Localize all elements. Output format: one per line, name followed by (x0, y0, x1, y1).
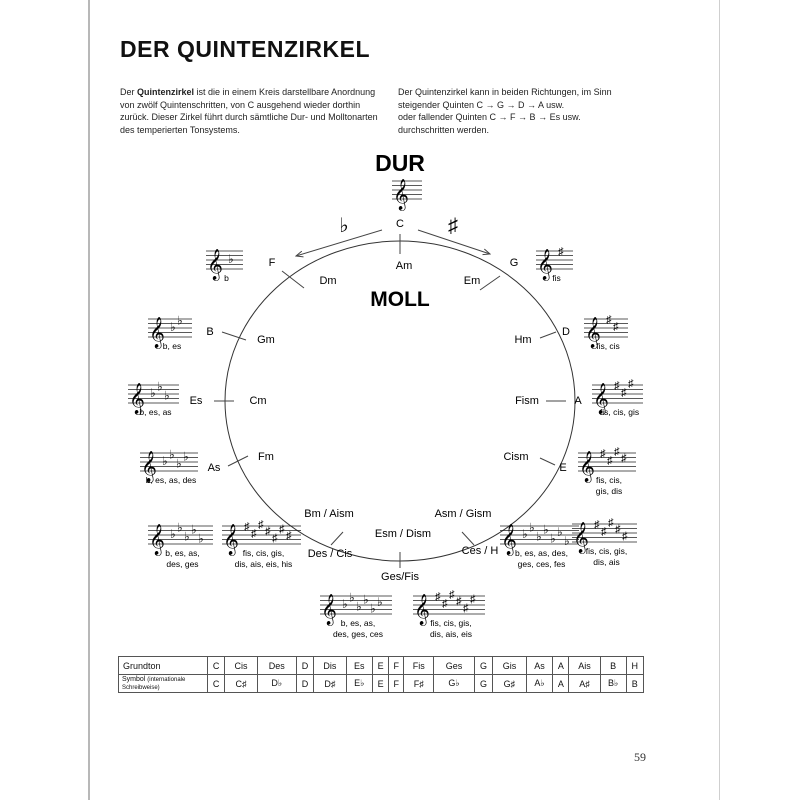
grundton-cell: Cis (225, 657, 257, 675)
sharp-accidental-icon: ♯ (279, 523, 285, 536)
key-signature-caption: b (224, 273, 229, 283)
treble-clef-icon: 𝄞 (573, 522, 589, 552)
flat-accidental-icon: ♭ (169, 447, 175, 462)
flat-accidental-icon: ♭ (157, 379, 163, 394)
major-key-label: E (559, 462, 567, 474)
minor-key-label: Fm (258, 451, 274, 463)
sharp-accidental-icon: ♯ (594, 519, 600, 531)
grundton-cell: Ais (569, 657, 600, 675)
key-tick-10 (222, 332, 246, 340)
key-signature-caption: fis, cis, gis, (430, 618, 472, 628)
flat-accidental-icon: ♭ (550, 531, 556, 546)
flat-accidental-icon: ♭ (164, 388, 170, 403)
key-signature-caption: b, es (162, 341, 182, 351)
key-signature-caption: fis (552, 273, 561, 283)
minor-key-label: Cm (249, 395, 267, 407)
sharp-accidental-icon: ♯ (607, 454, 613, 467)
flat-accidental-icon: ♭ (191, 522, 197, 537)
symbol-cell: A (553, 675, 569, 693)
page-title: DER QUINTENZIRKEL (120, 36, 370, 62)
key-signature-caption: dis, ais, eis, his (234, 559, 293, 569)
flat-accidental-icon: ♭ (170, 527, 176, 541)
ks-f-signature (206, 248, 243, 283)
table-row-grundton (119, 657, 644, 675)
major-key-label: Des / Cis (307, 548, 353, 560)
sharp-accidental-icon: ♯ (442, 597, 448, 610)
symbol-cell: D♭ (257, 675, 296, 693)
sharp-accidental-icon: ♯ (621, 452, 627, 465)
table-row-symbol (119, 675, 644, 693)
treble-clef-icon: 𝄞 (414, 594, 430, 624)
minor-key-label: Dm (319, 275, 337, 287)
minor-key-label: Esm / Dism (374, 528, 432, 540)
sharp-accidental-icon: ♯ (606, 314, 612, 326)
key-tick-1 (480, 276, 500, 290)
flat-accidental-icon: ♭ (198, 531, 204, 546)
major-key-label: A (574, 395, 582, 407)
flat-accidental-icon: ♭ (377, 594, 383, 609)
minor-key-label: Fism (515, 395, 539, 407)
intro-right-paragraph: Der Quintenzirkel kann in beiden Richtungen, im Sinn steigender Quinten C → G → D → A usw. oder fallender Quinten C → F → B → Es usw. durchschritten werden. (398, 87, 612, 135)
key-tick-5 (462, 532, 474, 545)
sharp-accidental-icon: ♯ (600, 448, 606, 460)
sharp-accidental-icon: ♯ (449, 588, 455, 601)
grundton-cell: E (373, 657, 389, 675)
flat-accidental-icon: ♭ (150, 386, 156, 400)
grundton-cell: F (389, 657, 404, 675)
flat-accidental-icon: ♭ (184, 529, 190, 544)
symbol-cell: B (626, 675, 643, 693)
flat-accidental-icon: ♭ (162, 454, 168, 468)
symbol-cell: A♭ (526, 675, 553, 693)
key-tick-8 (228, 456, 248, 466)
ks-h-signature (572, 517, 637, 567)
sharp-accidental-icon: ♯ (286, 530, 292, 542)
flat-accidental-icon: ♭ (349, 590, 355, 605)
flat-accidental-icon: ♭ (170, 320, 176, 334)
key-signature-caption: fis, cis, gis (599, 407, 640, 417)
grundton-cell: H (626, 657, 643, 675)
key-tick-4 (540, 458, 555, 465)
key-signature-caption: des, ges (166, 559, 199, 569)
flat-direction-symbol: ♭ (339, 215, 349, 237)
minor-key-label: Hm (514, 334, 532, 346)
ks-g-signature (536, 246, 573, 283)
sharp-accidental-icon: ♯ (244, 521, 250, 533)
treble-clef-icon: 𝄞 (321, 594, 337, 624)
minor-key-label: Bm / Aism (304, 508, 354, 520)
flat-accidental-icon: ♭ (564, 533, 570, 548)
major-key-label: D (562, 326, 570, 338)
flat-accidental-icon: ♭ (370, 601, 376, 616)
ks-fis-signature (413, 589, 485, 639)
key-signature-caption: fis, cis (596, 341, 620, 351)
flat-accidental-icon: ♭ (177, 313, 183, 328)
grundton-cell: Des (257, 657, 296, 675)
flat-accidental-icon: ♭ (342, 597, 348, 611)
sharp-accidental-icon: ♯ (456, 595, 462, 608)
sharp-accidental-icon: ♯ (601, 525, 607, 538)
symbol-cell: E♭ (346, 675, 373, 693)
ks-as-signature (140, 447, 198, 485)
treble-clef-icon: 𝄞 (585, 317, 601, 347)
key-signature-caption: des, ges, ces (332, 629, 384, 639)
major-key-label: G (509, 257, 519, 269)
intro-term: Quintenzirkel (137, 87, 195, 97)
symbol-cell: A♯ (569, 675, 600, 693)
ks-d-signature (584, 314, 628, 351)
dur-heading: DUR (375, 150, 425, 176)
symbol-cell: G (474, 675, 493, 693)
ks-des-signature (148, 520, 213, 569)
ks-cis-signature (222, 519, 301, 569)
minor-key-label: Em (463, 275, 481, 287)
grundton-cell: Es (346, 657, 373, 675)
symbol-cell: E (373, 675, 389, 693)
sharp-accidental-icon: ♯ (608, 516, 614, 529)
flat-accidental-icon: ♭ (228, 252, 234, 266)
sharp-accidental-icon: ♯ (614, 380, 620, 392)
key-signature-caption: b, es, as, des, (515, 548, 568, 558)
sharp-accidental-icon: ♯ (435, 591, 441, 603)
ks-b-signature (148, 313, 192, 351)
ks-ces-signature (500, 520, 579, 569)
flat-accidental-icon: ♭ (356, 599, 362, 614)
sharp-accidental-icon: ♯ (258, 518, 264, 531)
grundton-header: Grundton (119, 657, 208, 675)
treble-clef-icon: 𝄞 (223, 524, 239, 554)
sharp-accidental-icon: ♯ (265, 525, 271, 538)
treble-clef-icon: 𝄞 (149, 524, 165, 554)
major-key-label: Ces / H (461, 545, 499, 557)
key-signature-caption: fis, cis, gis, (585, 546, 628, 556)
sharp-accidental-icon: ♯ (614, 445, 620, 458)
sharp-accidental-icon: ♯ (615, 523, 621, 536)
symbol-header: Symbol (internationale Schreibweise) (119, 675, 208, 693)
symbol-cell: D (296, 675, 313, 693)
treble-clef-icon: 𝄞 (393, 179, 409, 209)
sharp-accidental-icon: ♯ (470, 593, 476, 606)
key-signature-caption: dis, ais (593, 557, 620, 567)
minor-key-label: Am (395, 260, 413, 272)
major-key-label: F (268, 257, 276, 269)
grundton-cell: G (474, 657, 493, 675)
major-key-label: Ges/Fis (381, 571, 419, 583)
treble-clef-icon: 𝄞 (501, 524, 517, 554)
key-tick-11 (282, 271, 304, 288)
flat-accidental-icon: ♭ (536, 529, 542, 544)
sharp-accidental-icon: ♯ (463, 602, 469, 615)
treble-clef-icon: 𝄞 (593, 383, 609, 413)
treble-clef-icon: 𝄞 (537, 249, 553, 279)
grundton-cell: Fis (404, 657, 434, 675)
major-key-label: Es (189, 395, 203, 407)
flat-accidental-icon: ♭ (177, 520, 183, 535)
key-signature-caption: fis, cis, (596, 475, 622, 485)
minor-key-label: Asm / Gism (434, 508, 492, 520)
grundton-cell: B (600, 657, 626, 675)
grundton-table (118, 656, 644, 693)
flat-accidental-icon: ♭ (176, 456, 182, 471)
sharp-accidental-icon: ♯ (558, 246, 564, 258)
key-signature-caption: gis, dis (595, 486, 623, 496)
key-tick-7 (331, 532, 343, 545)
key-signature-caption: b, es, as, des (145, 475, 197, 485)
grundton-cell: Ges (434, 657, 474, 675)
symbol-cell: F♯ (404, 675, 434, 693)
grundton-cell: As (526, 657, 553, 675)
ks-ges-signature (320, 590, 392, 639)
treble-clef-icon: 𝄞 (579, 451, 595, 481)
symbol-cell: F (389, 675, 404, 693)
sharp-accidental-icon: ♯ (628, 377, 634, 390)
flat-accidental-icon: ♭ (183, 449, 189, 464)
ks-c-signature (392, 178, 422, 211)
treble-clef-icon: 𝄞 (129, 383, 145, 413)
treble-clef-icon: 𝄞 (141, 451, 157, 481)
key-signature-caption: ges, ces, fes (517, 559, 566, 569)
symbol-cell: G♭ (434, 675, 474, 693)
sharp-accidental-icon: ♯ (622, 530, 628, 543)
intro-left-paragraph: Der Quintenzirkel ist die in einem Kreis darstellbare Anordnung von zwölf Quintenschritten, von C ausgehend wieder dorthin zurück. Dieser Zirkel führt durch sämtliche Dur- und Molltonarten des temperierten Tonsystems. (120, 87, 378, 135)
flat-accidental-icon: ♭ (529, 520, 535, 535)
sharp-direction-symbol: ♯ (448, 215, 458, 237)
treble-clef-icon: 𝄞 (207, 249, 223, 279)
flat-accidental-icon: ♭ (522, 527, 528, 541)
flat-accidental-icon: ♭ (557, 524, 563, 539)
sharp-accidental-icon: ♯ (613, 320, 619, 333)
key-tick-2 (540, 332, 556, 338)
major-key-label: C (396, 218, 404, 230)
page-number: 59 (634, 750, 646, 764)
flat-accidental-icon: ♭ (543, 522, 549, 537)
major-key-label: B (206, 326, 214, 338)
grundton-cell: A (553, 657, 569, 675)
symbol-cell: C♯ (225, 675, 257, 693)
grundton-cell: D (296, 657, 313, 675)
ks-e-signature (578, 446, 636, 496)
key-signature-caption: b, es, as, (165, 548, 200, 558)
grundton-cell: C (208, 657, 225, 675)
moll-heading: MOLL (370, 288, 430, 311)
grundton-cell: Dis (314, 657, 346, 675)
symbol-cell: C (208, 675, 225, 693)
major-key-label: As (207, 462, 221, 474)
sharp-accidental-icon: ♯ (251, 527, 257, 540)
ks-a-signature (592, 378, 643, 417)
grundton-cell: Gis (493, 657, 526, 675)
key-signature-caption: b, es, as (139, 407, 172, 417)
symbol-cell: D♯ (314, 675, 346, 693)
key-signature-caption: dis, ais, eis (429, 629, 473, 639)
sharp-accidental-icon: ♯ (272, 532, 278, 545)
key-signature-caption: fis, cis, gis, (242, 548, 285, 558)
symbol-cell: G♯ (493, 675, 526, 693)
symbol-cell: B♭ (600, 675, 626, 693)
minor-key-label: Cism (503, 451, 529, 463)
flat-accidental-icon: ♭ (363, 592, 369, 607)
key-signature-caption: b, es, as, (340, 618, 376, 628)
sharp-accidental-icon: ♯ (621, 386, 627, 399)
treble-clef-icon: 𝄞 (149, 317, 165, 347)
minor-key-label: Gm (257, 334, 275, 346)
ks-es-signature (128, 379, 179, 417)
